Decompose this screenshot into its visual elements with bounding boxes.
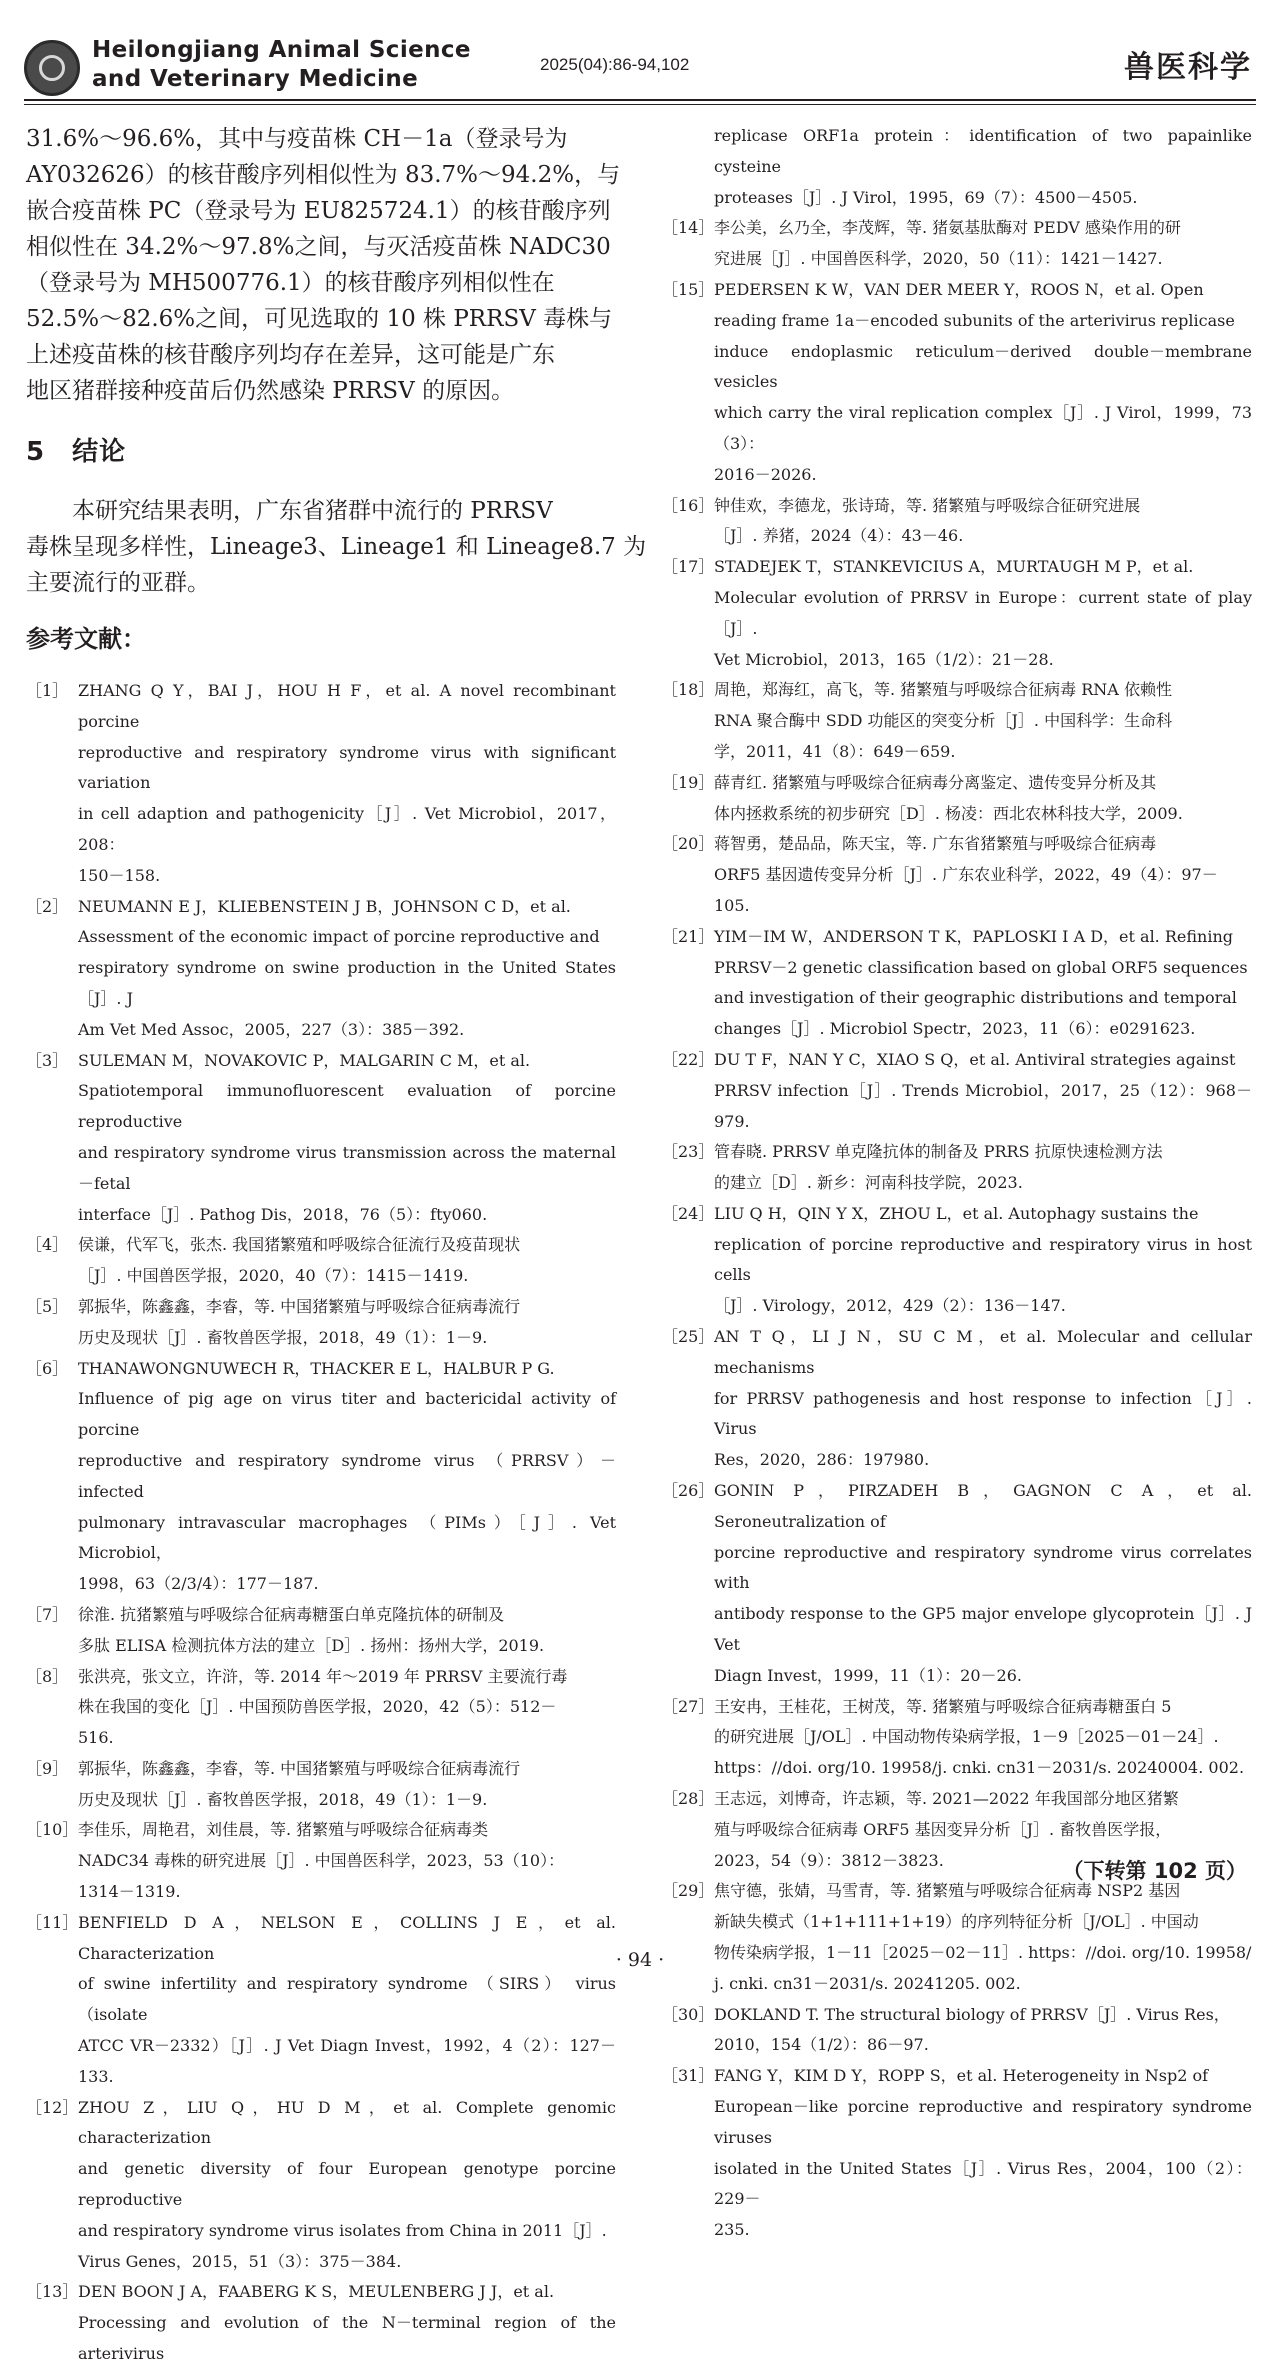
reference-line: Vet Microbiol，2013，165（1/2）：21－28. (714, 649, 1054, 669)
reference-line: 徐淮. 抗猪繁殖与呼吸综合征病毒糖蛋白单克隆抗体的研制及 (78, 1604, 505, 1624)
reference-line: BENFIELD D A，NELSON E，COLLINS J E，et al. Characterization (78, 1912, 616, 1963)
reference-line: 150－158. (78, 865, 161, 885)
reference-item (662, 1199, 1252, 1322)
body-line: 相似性在 34.2%～97.8%之间，与灭活疫苗株 NADC30 (26, 234, 611, 260)
reference-number: ［5］ (26, 1296, 69, 1316)
reference-number: ［19］ (662, 772, 715, 792)
body-line: （登录号为 MH500776.1）的核苷酸序列相似性在 (26, 270, 555, 296)
journal-title-line2: and Veterinary Medicine (92, 66, 419, 92)
body-paragraph (26, 121, 621, 409)
reference-line: STADEJEK T，STANKEVICIUS A，MURTAUGH M P，et al. (714, 557, 1194, 577)
body-line: 嵌合疫苗株 PC（登录号为 EU825724.1）的核苷酸序列 (26, 198, 611, 224)
reference-line: 1314－1319. (78, 1882, 181, 1902)
reference-item (662, 1876, 1252, 1999)
reference-line: NEUMANN E J，KLIEBENSTEIN J B，JOHNSON C D，et al. (78, 896, 571, 916)
references-right-column (662, 121, 1252, 2246)
reference-number: ［18］ (662, 680, 715, 700)
reference-line: in cell adaption and pathogenicity［J］. Vet Microbiol，2017，208： (78, 804, 616, 854)
reference-item (26, 1815, 616, 1907)
body-line: 地区猪群接种疫苗后仍然感染 PRRSV 的原因。 (26, 378, 515, 404)
reference-line: 李佳乐，周艳君，刘佳晨，等. 猪繁殖与呼吸综合征病毒类 (78, 1820, 489, 1840)
reference-number: ［6］ (26, 1358, 69, 1378)
reference-item (662, 213, 1252, 275)
section-name: 兽医科学 (1124, 50, 1252, 85)
reference-line: which carry the viral replication complex［J］. J Virol，1999，73（3）： (714, 403, 1252, 453)
reference-line: 的建立［D］. 新乡：河南科技学院，2023. (714, 1173, 1023, 1193)
reference-line: Molecular evolution of PRRSV in Europe：current state of play［J］. (714, 587, 1252, 638)
header-rule (24, 99, 1256, 101)
reference-line: interface［J］. Pathog Dis，2018，76（5）：fty060. (78, 1204, 488, 1224)
reference-line: ATCC VR－2332）［J］. J Vet Diagn Invest，1992，4（2）：127－133. (78, 2036, 616, 2086)
reference-number: ［14］ (662, 218, 715, 238)
reference-number: ［13］ (26, 2282, 79, 2302)
reference-item (662, 121, 1252, 213)
reference-number: ［3］ (26, 1050, 69, 1070)
reference-line: 株在我国的变化［J］. 中国预防兽医学报，2020，42（5）：512－ (78, 1697, 557, 1717)
reference-line: and investigation of their geographic distributions and temporal (714, 988, 1237, 1008)
reference-line: https：//doi. org/10. 19958/j. cnki. cn31－2031/s. 20240004. 002. (714, 1758, 1245, 1778)
reference-line: GONIN P，PIRZADEH B，GAGNON C A，et al. Seroneutralization of (714, 1481, 1252, 1531)
reference-line: PRRSV infection［J］. Trends Microbiol，2017，25（12）：968－979. (714, 1080, 1252, 1131)
reference-item (26, 892, 616, 1046)
reference-line: Influence of pig age on virus titer and bactericidal activity of porcine (78, 1389, 616, 1440)
reference-number: ［17］ (662, 557, 715, 577)
reference-line: DOKLAND T. The structural biology of PRRSV［J］. Virus Res， (714, 2004, 1230, 2024)
header-rule-thin (24, 104, 1256, 105)
reference-number: ［22］ (662, 1049, 715, 1069)
reference-line: 王志远，刘博奇，许志颖，等. 2021—2022 年我国部分地区猪繁 (714, 1789, 1179, 1809)
journal-title-line1: Heilongjiang Animal Science (92, 37, 471, 63)
reference-number: ［7］ (26, 1604, 69, 1624)
reference-line: ［J］. Virology，2012，429（2）：136－147. (714, 1296, 1066, 1316)
page-number: · 94 · (615, 1949, 665, 1971)
reference-line: 周艳，郑海红，高飞，等. 猪繁殖与呼吸综合征病毒 RNA 依赖性 (714, 680, 1172, 700)
reference-item (662, 1322, 1252, 1476)
reference-number: ［24］ (662, 1203, 715, 1223)
reference-number: ［26］ (662, 1481, 715, 1501)
reference-line: Am Vet Med Assoc，2005，227（3）：385－392. (78, 1019, 465, 1039)
reference-line: reading frame 1a－encoded subunits of the arterivirus replicase (714, 310, 1235, 330)
reference-line: 郭振华，陈鑫鑫，李睿，等. 中国猪繁殖与呼吸综合征病毒流行 (78, 1296, 521, 1316)
reference-line: Processing and evolution of the N－terminal region of the arterivirus (78, 2313, 616, 2364)
reference-line: Diagn Invest，1999，11（1）：20－26. (714, 1665, 1022, 1685)
section-heading: 5 结论 (26, 437, 127, 467)
reference-line: ZHOU Z，LIU Q，HU D M，et al. Complete genomic characterization (78, 2097, 616, 2148)
reference-line: reproductive and respiratory syndrome virus with significant variation (78, 742, 616, 793)
reference-line: Spatiotemporal immunofluorescent evaluation of porcine reproductive (78, 1081, 616, 1132)
reference-item (662, 2000, 1252, 2062)
reference-line: LIU Q H，QIN Y X，ZHOU L，et al. Autophagy sustains the (714, 1203, 1199, 1223)
reference-line: changes［J］. Microbiol Spectr，2023，11（6）：e0291623. (714, 1019, 1196, 1039)
reference-item (662, 275, 1252, 491)
reference-number: ［2］ (26, 896, 69, 916)
reference-item (26, 676, 616, 892)
reference-line: DEN BOON J A，FAABERG K S，MEULENBERG J J，et al. (78, 2282, 555, 2302)
reference-line: European－like porcine reproductive and respiratory syndrome viruses (714, 2097, 1252, 2147)
reference-number: ［1］ (26, 681, 69, 700)
issue-info: 2025(04):86-94,102 (540, 55, 690, 74)
reference-line: 张洪亮，张文立，许浒，等. 2014 年～2019 年 PRRSV 主要流行毒 (78, 1666, 568, 1686)
reference-number: ［29］ (662, 1881, 715, 1901)
continued-note: （下转第 102 页） (1062, 1859, 1247, 1883)
reference-line: of swine infertility and respiratory syndrome （SIRS） virus （isolate (78, 1974, 616, 2025)
reference-item (26, 2277, 616, 2369)
reference-item (662, 768, 1252, 830)
reference-item (26, 1908, 616, 2093)
reference-number: ［4］ (26, 1235, 69, 1255)
reference-number: ［31］ (662, 2066, 715, 2086)
reference-line: 体内拯救系统的初步研究［D］. 杨凌：西北农林科技大学，2009. (714, 803, 1183, 823)
reference-line: THANAWONGNUWECH R，THACKER E L，HALBUR P G. (78, 1358, 555, 1378)
reference-item (662, 829, 1252, 921)
reference-line: ZHANG Q Y，BAI J，HOU H F，et al. A novel recombinant porcine (78, 681, 616, 731)
conclusion-paragraph (26, 493, 647, 601)
reference-line: 管春晓. PRRSV 单克隆抗体的制备及 PRRS 抗原快速检测方法 (714, 1142, 1163, 1162)
reference-line: induce endoplasmic reticulum－derived double－membrane vesicles (714, 341, 1252, 392)
reference-line: 2016－2026. (714, 464, 817, 484)
reference-number: ［11］ (26, 1912, 79, 1932)
reference-number: ［23］ (662, 1142, 715, 1162)
body-line: AY032626）的核苷酸序列相似性为 83.7%～94.2%，与 (26, 162, 621, 188)
reference-number: ［9］ (26, 1758, 69, 1778)
reference-line: YIM－IM W，ANDERSON T K，PAPLOSKI I A D，et al. Refining (714, 926, 1234, 946)
reference-item (662, 1137, 1252, 1199)
reference-line: porcine reproductive and respiratory syndrome virus correlates with (714, 1542, 1252, 1593)
reference-line: ［J］. 中国兽医学报，2020，40（7）：1415－1419. (78, 1266, 469, 1286)
reference-item (662, 1476, 1252, 1692)
reference-line: 多肽 ELISA 检测抗体方法的建立［D］. 扬州：扬州大学，2019. (78, 1635, 545, 1655)
reference-line: 究进展［J］. 中国兽医科学，2020，50（11）：1421－1427. (714, 249, 1163, 269)
reference-line: 1998，63（2/3/4）：177－187. (78, 1574, 319, 1594)
reference-line: Res，2020，286：197980. (714, 1450, 930, 1470)
reference-item (26, 1600, 616, 1662)
reference-line: and respiratory syndrome virus transmission across the maternal－fetal (78, 1142, 616, 1193)
reference-line: SULEMAN M，NOVAKOVIC P，MALGARIN C M，et al. (78, 1050, 531, 1070)
reference-line: 侯谦，代军飞，张杰. 我国猪繁殖和呼吸综合征流行及疫苗现状 (78, 1235, 521, 1255)
reference-number: ［30］ (662, 2004, 715, 2024)
reference-item (662, 1045, 1252, 1137)
reference-item (662, 491, 1252, 553)
reference-line: 105. (714, 895, 750, 915)
reference-line: pulmonary intravascular macrophages （PIMs）［J］. Vet Microbiol， (78, 1512, 616, 1563)
reference-number: ［15］ (662, 279, 715, 299)
reference-item (26, 1230, 616, 1292)
reference-line: 学，2011，41（8）：649－659. (714, 741, 956, 761)
reference-number: ［12］ (26, 2097, 79, 2117)
journal-title (92, 36, 471, 94)
reference-line: for PRRSV pathogenesis and host response to infection［J］. Virus (714, 1388, 1252, 1439)
reference-number: ［20］ (662, 834, 715, 854)
reference-number: ［8］ (26, 1666, 69, 1686)
journal-logo (24, 40, 80, 96)
reference-line: 殖与呼吸综合征病毒 ORF5 基因变异分析［J］. 畜牧兽医学报， (714, 1819, 1172, 1839)
reference-line: replicase ORF1a protein：identification of two papainlike cysteine (714, 126, 1252, 176)
reference-line: replication of porcine reproductive and respiratory virus in host cells (714, 1234, 1252, 1285)
reference-item (26, 1662, 616, 1754)
reference-line: reproductive and respiratory syndrome virus （PRRSV）－infected (78, 1450, 616, 1501)
reference-item (26, 1754, 616, 1816)
reference-line: FANG Y，KIM D Y，ROPP S，et al. Heterogeneity in Nsp2 of (714, 2066, 1209, 2086)
reference-item (662, 675, 1252, 767)
reference-item (662, 552, 1252, 675)
conclusion-line: 毒株呈现多样性，Lineage3、Lineage1 和 Lineage8.7 为 (26, 534, 647, 560)
reference-item (662, 1692, 1252, 1784)
body-line: 上述疫苗株的核苷酸序列均存在差异，这可能是广东 (26, 342, 555, 368)
reference-line: 2023，54（9）：3812－3823. (714, 1850, 944, 1870)
reference-line: AN T Q，LI J N，SU C M，et al. Molecular and cellular mechanisms (714, 1327, 1252, 1377)
reference-line: ［J］. 养猪，2024（4）：43－46. (714, 526, 964, 546)
reference-line: 郭振华，陈鑫鑫，李睿，等. 中国猪繁殖与呼吸综合征病毒流行 (78, 1758, 521, 1778)
reference-line: 的研究进展［J/OL］. 中国动物传染病学报，1－9［2025－01－24］. (714, 1727, 1219, 1747)
reference-line: isolated in the United States［J］. Virus Res，2004，100（2）：229－ (714, 2158, 1252, 2209)
conclusion-line: 本研究结果表明，广东省猪群中流行的 PRRSV (26, 498, 553, 524)
reference-line: 钟佳欢，李德龙，张诗琦，等. 猪繁殖与呼吸综合征研究进展 (714, 495, 1141, 515)
reference-line: 历史及现状［J］. 畜牧兽医学报，2018，49（1）：1－9. (78, 1789, 488, 1809)
reference-line: 516. (78, 1728, 114, 1748)
reference-line: antibody response to the GP5 major envelope glycoprotein［J］. J Vet (714, 1604, 1252, 1655)
reference-line: Virus Genes，2015，51（3）：375－384. (78, 2251, 402, 2271)
reference-number: ［10］ (26, 1820, 79, 1840)
body-line: 31.6%～96.6%，其中与疫苗株 CH－1a（登录号为 (26, 126, 568, 152)
reference-line: 历史及现状［J］. 畜牧兽医学报，2018，49（1）：1－9. (78, 1327, 488, 1347)
reference-line: j. cnki. cn31－2031/s. 20241205. 002. (714, 1973, 1021, 1993)
reference-line: respiratory syndrome on swine production in the United States［J］. J (78, 958, 616, 1008)
reference-line: 2010，154（1/2）：86－97. (714, 2035, 929, 2055)
body-line: 52.5%～82.6%之间，可见选取的 10 株 PRRSV 毒株与 (26, 306, 613, 332)
reference-line: RNA 聚合酶中 SDD 功能区的突变分析［J］. 中国科学：生命科 (714, 711, 1173, 731)
reference-item (26, 1046, 616, 1231)
reference-line: PRRSV－2 genetic classification based on global ORF5 sequences (714, 957, 1248, 977)
reference-line: PEDERSEN K W，VAN DER MEER Y，ROOS N，et al. Open (714, 279, 1204, 299)
reference-number: ［28］ (662, 1789, 715, 1809)
reference-number: ［25］ (662, 1327, 715, 1347)
reference-line: DU T F，NAN Y C，XIAO S Q，et al. Antiviral strategies against (714, 1049, 1236, 1069)
reference-line: 李公美，幺乃全，李茂辉，等. 猪氨基肽酶对 PEDV 感染作用的研 (714, 218, 1181, 238)
references-left-column (26, 676, 616, 2370)
reference-number: ［21］ (662, 926, 715, 946)
reference-number: ［27］ (662, 1696, 715, 1716)
reference-item (662, 2061, 1252, 2246)
reference-line: proteases［J］. J Virol，1995，69（7）：4500－4505. (714, 187, 1138, 207)
reference-line: and respiratory syndrome virus isolates from China in 2011［J］. (78, 2220, 607, 2240)
reference-line: 物传染病学报，1－11［2025－02－11］. https：//doi. org/10. 19958/ (714, 1943, 1252, 1963)
reference-item (26, 2093, 616, 2278)
reference-item (26, 1292, 616, 1354)
reference-line: Assessment of the economic impact of porcine reproductive and (78, 927, 600, 947)
reference-line: 薛青红. 猪繁殖与呼吸综合征病毒分离鉴定、遗传变异分析及其 (714, 772, 1157, 792)
reference-line: 王安冉，王桂花，王树茂，等. 猪繁殖与呼吸综合征病毒糖蛋白 5 (714, 1696, 1172, 1716)
reference-line: 新缺失模式（1+1+111+1+19）的序列特征分析［J/OL］. 中国动 (714, 1912, 1199, 1932)
reference-line: ORF5 基因遗传变异分析［J］. 广东农业科学，2022，49（4）：97－ (714, 865, 1218, 885)
reference-line: and genetic diversity of four European genotype porcine reproductive (78, 2159, 616, 2210)
reference-item (662, 922, 1252, 1045)
reference-line: 焦守德，张婧，马雪青，等. 猪繁殖与呼吸综合征病毒 NSP2 基因 (714, 1881, 1181, 1901)
reference-line: 235. (714, 2220, 750, 2240)
reference-item (26, 1354, 616, 1600)
reference-number: ［16］ (662, 495, 715, 515)
references-heading: 参考文献： (26, 625, 146, 653)
conclusion-line: 主要流行的亚群。 (26, 570, 210, 596)
reference-line: 蒋智勇，楚品品，陈天宝，等. 广东省猪繁殖与呼吸综合征病毒 (714, 834, 1157, 854)
reference-line: NADC34 毒株的研究进展［J］. 中国兽医科学，2023，53（10）： (78, 1851, 565, 1871)
